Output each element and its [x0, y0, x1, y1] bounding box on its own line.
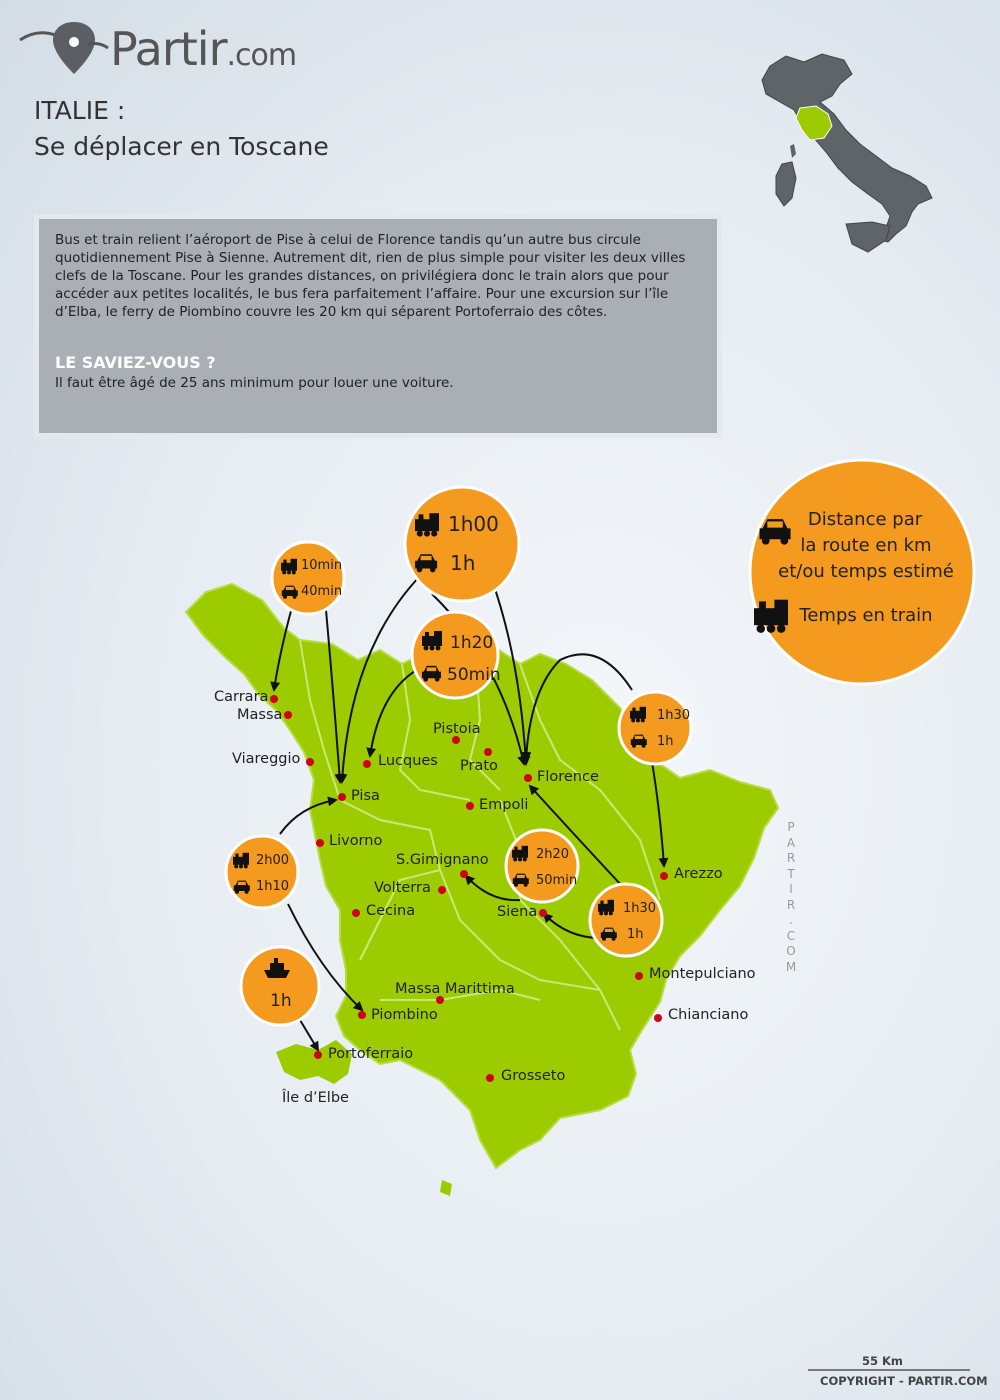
city-label-carrara: Carrara — [214, 689, 269, 705]
city-label-livorno: Livorno — [329, 833, 383, 849]
island-label-elbe: Île d’Elbe — [282, 1090, 349, 1106]
did-you-know-text: Il faut être âgé de 25 ans minimum pour louer une voiture. — [55, 375, 454, 391]
car-icon — [415, 554, 437, 572]
train-icon — [598, 900, 614, 916]
legend-train-label: Temps en train — [799, 605, 933, 626]
legend-text-line3: et/ou temps estimé — [778, 561, 954, 582]
car-icon — [631, 735, 647, 748]
florence-pisa-car-time: 1h — [450, 551, 476, 575]
carrara-train-time: 10min — [301, 558, 343, 573]
legend-text-line2: la route en km — [800, 535, 932, 556]
train-icon — [415, 513, 439, 536]
vertical-watermark: P A R T I R . C O M — [785, 820, 797, 974]
info-paragraph: Bus et train relient l’aéroport de Pise à celui de Florence tandis qu’un autre bus circule quotidiennement Pise à Sienne. Autrement dit, rien de plus simple pour visiter les deux villes clefs de la Toscane. Pour les grandes distances, on privilégiera donc le train alors que pour accéder aux petites localités, le bus fera parfaitement l’affaire. Pour une excursion sur l’île d’Elba, le ferry de Piombino couvre les 20 km qui séparent Portoferraio des côtes. — [55, 232, 686, 320]
city-label-lucques: Lucques — [378, 753, 438, 769]
city-label-viareggio: Viareggio — [232, 751, 301, 767]
city-label-empoli: Empoli — [479, 797, 529, 813]
legend-text-line1: Distance par — [807, 509, 923, 530]
city-label-cecina: Cecina — [366, 903, 416, 919]
city-label-volterra: Volterra — [374, 880, 431, 896]
city-label-siena: Siena — [497, 904, 538, 920]
city-label-massamarittima: Massa Marittima — [395, 981, 515, 997]
ferry-time: 1h — [270, 991, 292, 1011]
city-label-pisa: Pisa — [351, 788, 380, 804]
arezzo-car-time: 1h — [657, 734, 674, 749]
train-icon — [233, 853, 249, 869]
page-subtitle: Se déplacer en Toscane — [34, 132, 329, 161]
train-icon — [422, 631, 442, 651]
city-label-pistoia: Pistoia — [433, 721, 481, 737]
lucques-car-time: 50min — [447, 665, 501, 685]
city-label-sgimignano: S.Gimignano — [396, 852, 489, 868]
train-icon — [281, 559, 297, 575]
city-label-massa: Massa — [237, 707, 283, 723]
city-label-montepulciano: Montepulciano — [649, 966, 756, 982]
scale-label: 55 Km — [862, 1354, 903, 1368]
did-you-know-title: LE SAVIEZ-VOUS ? — [55, 353, 216, 372]
car-icon — [513, 874, 529, 887]
car-icon — [422, 666, 441, 682]
car-icon — [601, 928, 617, 941]
lucques-train-time: 1h20 — [450, 633, 494, 653]
siena-car-time: 1h — [627, 927, 644, 942]
city-label-grosseto: Grosseto — [501, 1068, 566, 1084]
train-icon — [630, 707, 646, 723]
copyright-text: COPYRIGHT - PARTIR.COM — [820, 1374, 988, 1388]
florence-pisa-train-time: 1h00 — [448, 512, 499, 536]
page-title: ITALIE : — [34, 96, 126, 125]
arezzo-train-time: 1h30 — [657, 708, 691, 723]
ship-icon — [264, 958, 290, 978]
train-icon — [512, 846, 528, 862]
city-label-prato: Prato — [460, 758, 498, 774]
city-label-portoferraio: Portoferraio — [328, 1046, 414, 1062]
city-label-piombino: Piombino — [371, 1007, 438, 1023]
sgimignano-car-time: 50min — [536, 873, 578, 888]
piombino-train-time: 2h00 — [256, 853, 290, 868]
car-icon — [760, 519, 791, 545]
brand-name: Partir.com — [110, 22, 297, 76]
car-icon — [282, 586, 298, 599]
siena-train-time: 1h30 — [623, 901, 657, 916]
train-icon — [754, 600, 788, 633]
city-label-chianciano: Chianciano — [668, 1007, 749, 1023]
carrara-car-time: 40min — [301, 584, 343, 599]
sgimignano-train-time: 2h20 — [536, 847, 570, 862]
piombino-car-time: 1h10 — [256, 879, 290, 894]
car-icon — [234, 881, 250, 894]
city-label-arezzo: Arezzo — [674, 866, 723, 882]
city-label-florence: Florence — [537, 769, 599, 785]
